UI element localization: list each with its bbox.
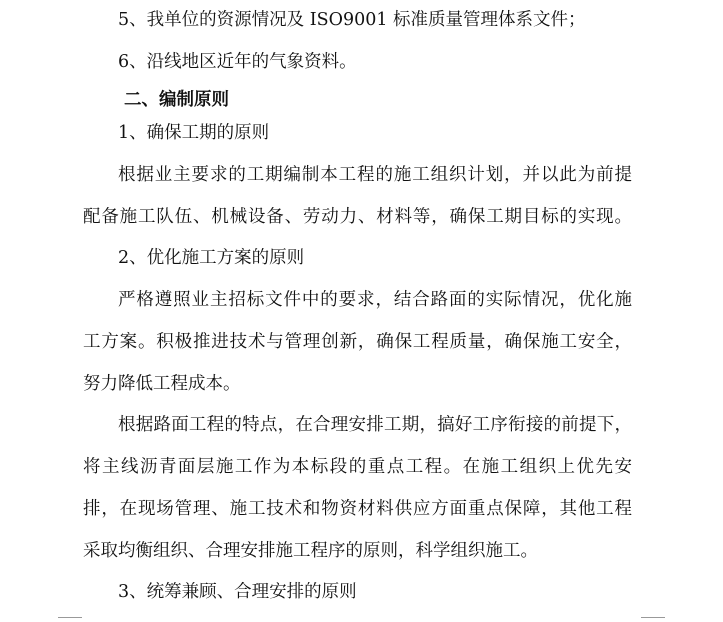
principle-2-extra-line: 排，在现场管理、施工技术和物资材料供应方面重点保障，其他工程 — [83, 499, 632, 519]
principle-2-extra-line: 根据路面工程的特点，在合理安排工期，搞好工序衔接的前提下， — [118, 415, 632, 435]
principle-2-extra-line: 采取均衡组织、合理安排施工程序的原则，科学组织施工。 — [83, 541, 538, 561]
principle-2-heading: 2、优化施工方案的原则 — [118, 248, 305, 268]
list-item-5: 5、我单位的资源情况及 ISO9001 标准质量管理体系文件； — [118, 10, 586, 30]
principle-2-extra-line: 将主线沥青面层施工作为本标段的重点工程。在施工组织上优先安 — [83, 457, 632, 477]
principle-1-paragraph-line: 配备施工队伍、机械设备、劳动力、材料等，确保工期目标的实现。 — [83, 207, 632, 227]
principle-1-paragraph-line: 根据业主要求的工期编制本工程的施工组织计划，并以此为前提 — [118, 165, 632, 185]
principle-2-paragraph-line: 严格遵照业主招标文件中的要求，结合路面的实际情况，优化施 — [118, 290, 632, 310]
principle-1-heading: 1、确保工期的原则 — [118, 123, 270, 143]
principle-2-paragraph-line: 工方案。积极推进技术与管理创新，确保工程质量，确保施工安全， — [83, 332, 632, 352]
page-margin-mark-left — [58, 617, 82, 618]
principle-2-paragraph-line: 努力降低工程成本。 — [83, 374, 241, 394]
list-item-6: 6、沿线地区近年的气象资料。 — [118, 52, 357, 72]
principle-3-heading: 3、统筹兼顾、合理安排的原则 — [118, 582, 357, 602]
section-heading: 二、编制原则 — [124, 90, 229, 110]
page-margin-mark-right — [641, 617, 665, 618]
